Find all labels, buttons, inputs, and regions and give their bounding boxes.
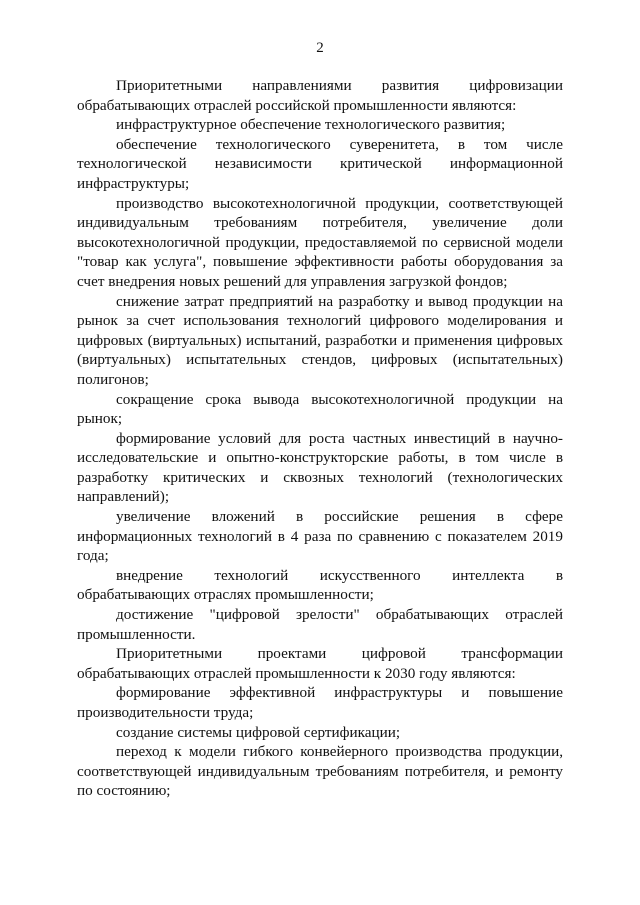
list-item-flexible-production: переход к модели гибкого конвейерного производства продукции, соответствующей индивидуальным требованиям потребителя, и ремонту по состоянию; bbox=[77, 743, 563, 800]
paragraph-priority-directions-intro: Приоритетными направлениями развития цифровизации обрабатывающих отраслей российской промышленности являются: bbox=[77, 77, 563, 114]
list-item-digital-certification: создание системы цифровой сертификации; bbox=[116, 723, 401, 741]
list-item-ai-adoption: внедрение технологий искусственного интеллекта в обрабатывающих отраслях промышленности; bbox=[77, 566, 563, 604]
list-item-private-investment: формирование условий для роста частных инвестиций в научно-исследовательские и опытно-конструкторские работы, в том числе в разработку критических и сквозных технологий (технологических направлений); bbox=[77, 429, 563, 506]
paragraph-priority-projects-intro: Приоритетными проектами цифровой трансформации обрабатывающих отраслей промышленности к 2030 году являются: bbox=[77, 645, 563, 682]
list-item-digital-maturity: достижение "цифровой зрелости" обрабатывающих отраслей промышленности. bbox=[77, 606, 563, 643]
list-item-it-investment: увеличение вложений в российские решения в сфере информационных технологий в 4 раза по сравнению с показателем 2019 года; bbox=[77, 508, 563, 565]
list-item-time-to-market: сокращение срока вывода высокотехнологичной продукции на рынок; bbox=[77, 390, 563, 428]
list-item-hightech-production: производство высокотехнологичной продукции, соответствующей индивидуальным требованиям потребителя, увеличение доли высокотехнологичной продукции, предоставляемой по сервисной модели "товар как услуга", повышение эффективности работы оборудования за счет внедрения новых решений для управления загрузкой фондов; bbox=[77, 194, 563, 290]
list-item-infrastructure: инфраструктурное обеспечение технологического развития; bbox=[116, 116, 506, 134]
page-number: 2 bbox=[316, 40, 324, 56]
document-body bbox=[77, 76, 563, 801]
list-item-technological-sovereignty: обеспечение технологического суверенитета, в том числе технологической независимости критической информационной инфраструктуры; bbox=[77, 135, 563, 192]
list-item-cost-reduction: снижение затрат предприятий на разработку и вывод продукции на рынок за счет использования технологий цифрового моделирования и цифровых (виртуальных) испытаний, разработки и применения цифровых (виртуальных) испытательных стендов, цифровых (испытательных) полигонов; bbox=[77, 292, 563, 388]
list-item-efficient-infrastructure: формирование эффективной инфраструктуры и повышение производительности труда; bbox=[77, 684, 563, 721]
